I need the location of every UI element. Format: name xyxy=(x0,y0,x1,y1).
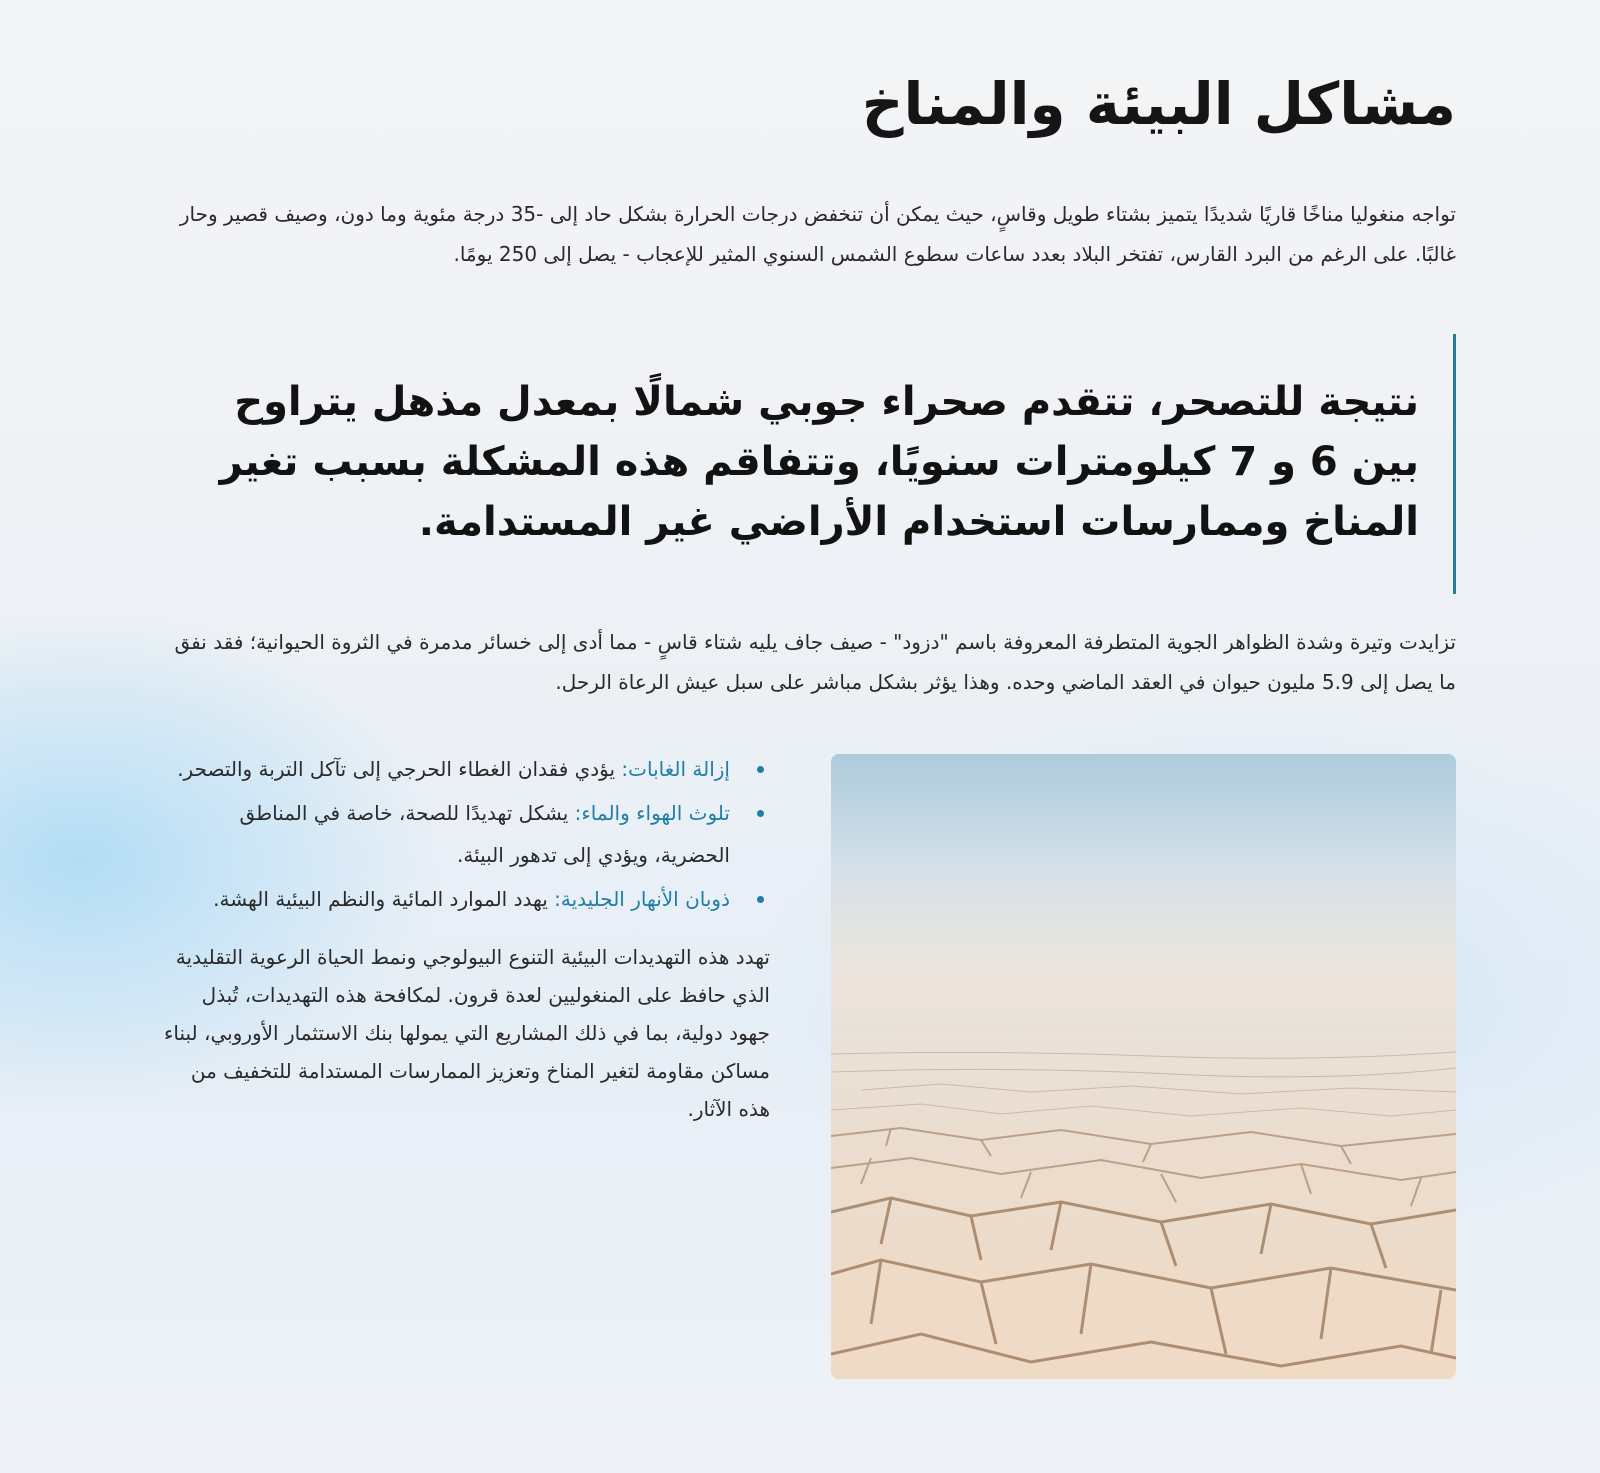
pull-quote xyxy=(181,334,1456,594)
list-item xyxy=(160,878,770,920)
list-item-term: إزالة الغابات: xyxy=(621,757,730,781)
list-item xyxy=(160,748,770,790)
bullet-icon xyxy=(757,810,764,817)
bullet-icon xyxy=(757,766,764,773)
intro-paragraph: تواجه منغوليا مناخًا قاريًا شديدًا يتميز بشتاء طويل وقاسٍ، حيث يمكن أن تنخفض درجات الحرارة بشكل حاد إلى -35 درجة مئوية وما دون، وصيف قصير وحار غالبًا. على الرغم من البرد القارس، تفتخر البلاد بعدد ساعات سطوع الشمس السنوي المثير للإعجاب - يصل إلى 250 يومًا. xyxy=(179,202,1456,266)
list-item-text: يؤدي فقدان الغطاء الحرجي إلى تآكل التربة والتصحر. xyxy=(177,757,622,781)
list-item xyxy=(160,792,770,876)
list-item-term: ذوبان الأنهار الجليدية: xyxy=(554,887,730,911)
cracked-desert-photo xyxy=(831,754,1456,1379)
bullet-icon xyxy=(757,896,764,903)
list-item-text: يشكل تهديدًا للصحة، خاصة في المناطق الحضرية، ويؤدي إلى تدهور البيئة. xyxy=(239,801,730,867)
list-item-text: يهدد الموارد المائية والنظم البيئية الهشة. xyxy=(213,887,555,911)
cracked-earth-image xyxy=(831,754,1456,1379)
threats-list xyxy=(160,748,770,920)
page-title: مشاكل البيئة والمناخ xyxy=(861,70,1456,138)
list-item-term: تلوث الهواء والماء: xyxy=(574,801,730,825)
threats-section xyxy=(160,748,770,1128)
pull-quote-text: نتيجة للتصحر، تتقدم صحراء جوبي شمالًا بمعدل مذهل يتراوح بين 6 و 7 كيلومترات سنويًا، وتتفاقم هذه المشكلة بسبب تغير المناخ وممارسات استخدام الأراضي غير المستدامة. xyxy=(219,379,1419,545)
summary-paragraph: تهدد هذه التهديدات البيئية التنوع البيولوجي ونمط الحياة الرعوية التقليدية الذي حافظ على المنغوليين لعدة قرون. لمكافحة هذه التهديدات، تُبذل جهود دولية، بما في ذلك المشاريع التي يمولها بنك الاستثمار الأوروبي، لبناء مساكن مقاومة لتغير المناخ وتعزيز الممارسات المستدامة للتخفيف من هذه الآثار. xyxy=(163,945,770,1121)
dzud-paragraph: تزايدت وتيرة وشدة الظواهر الجوية المتطرفة المعروفة باسم "دزود" - صيف جاف يليه شتاء قاسٍ - مما أدى إلى خسائر مدمرة في الثروة الحيوانية؛ فقد نفق ما يصل إلى 5.9 مليون حيوان في العقد الماضي وحده. وهذا يؤثر بشكل مباشر على سبل عيش الرعاة الرحل. xyxy=(174,630,1456,694)
